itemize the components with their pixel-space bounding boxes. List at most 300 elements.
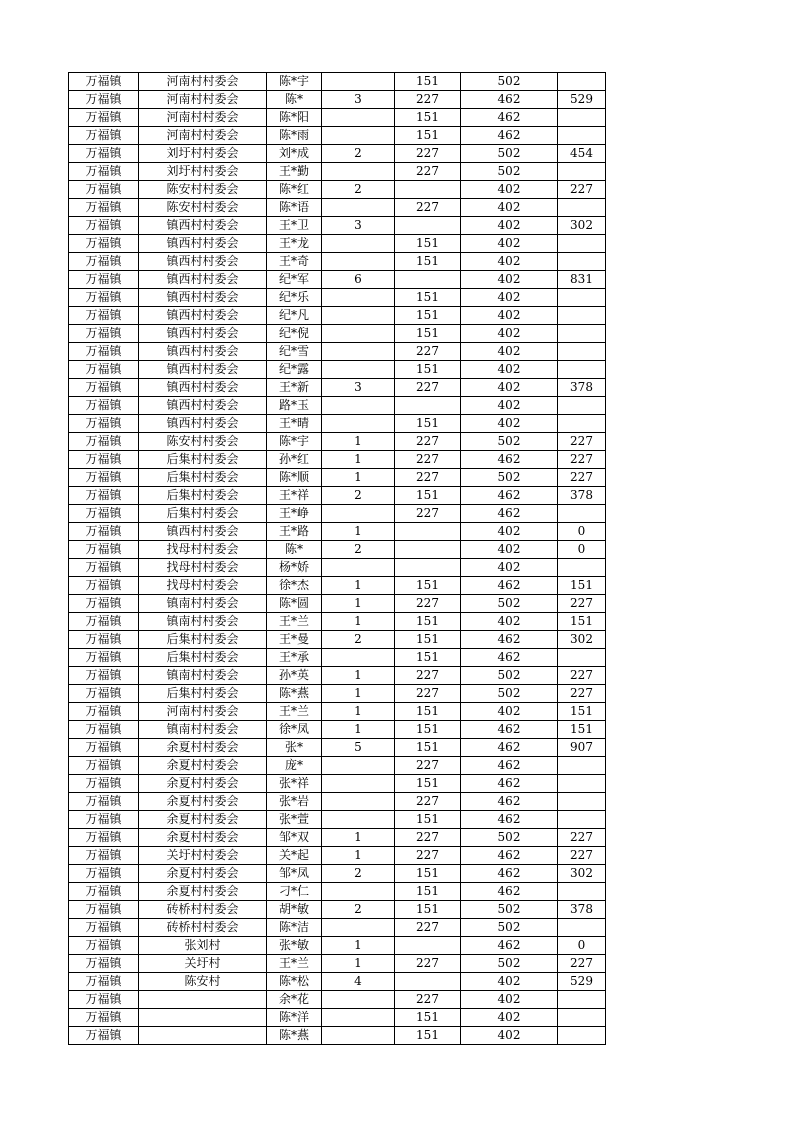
village-cell: 砖桥村村委会 [139,901,267,919]
table-row [69,937,606,955]
total-cell: 227 [558,847,606,865]
name-cell: 纪*乐 [267,289,322,307]
table-row [69,685,606,703]
value-a-cell: 227 [395,91,461,109]
town-cell: 万福镇 [69,775,139,793]
village-cell: 河南村村委会 [139,703,267,721]
count-cell: 1 [322,667,395,685]
value-b-cell: 502 [461,163,558,181]
town-cell: 万福镇 [69,991,139,1009]
name-cell: 陈*洁 [267,919,322,937]
table-row [69,703,606,721]
name-cell: 王*龙 [267,235,322,253]
value-b-cell: 402 [461,217,558,235]
total-cell [558,415,606,433]
village-cell: 镇西村村委会 [139,343,267,361]
town-cell: 万福镇 [69,523,139,541]
total-cell: 227 [558,955,606,973]
town-cell: 万福镇 [69,91,139,109]
count-cell [322,163,395,181]
table-row [69,829,606,847]
name-cell: 陈*松 [267,973,322,991]
town-cell: 万福镇 [69,253,139,271]
town-cell: 万福镇 [69,307,139,325]
name-cell: 纪*雪 [267,343,322,361]
table-row [69,73,606,91]
total-cell: 151 [558,703,606,721]
village-cell: 余夏村村委会 [139,793,267,811]
town-cell: 万福镇 [69,1027,139,1045]
name-cell: 陈*语 [267,199,322,217]
value-b-cell: 462 [461,739,558,757]
value-b-cell: 402 [461,307,558,325]
value-a-cell: 227 [395,757,461,775]
total-cell [558,109,606,127]
village-cell: 河南村村委会 [139,109,267,127]
village-cell: 镇西村村委会 [139,523,267,541]
town-cell: 万福镇 [69,73,139,91]
table-row [69,361,606,379]
total-cell: 831 [558,271,606,289]
value-b-cell: 502 [461,595,558,613]
name-cell: 陈*宇 [267,73,322,91]
count-cell: 1 [322,685,395,703]
village-cell: 陈安村村委会 [139,433,267,451]
total-cell [558,811,606,829]
name-cell: 王*承 [267,649,322,667]
value-b-cell: 462 [461,487,558,505]
value-a-cell: 151 [395,289,461,307]
total-cell [558,1009,606,1027]
name-cell: 邹*双 [267,829,322,847]
town-cell: 万福镇 [69,631,139,649]
value-a-cell [395,217,461,235]
village-cell: 余夏村村委会 [139,739,267,757]
value-a-cell: 227 [395,199,461,217]
value-a-cell: 151 [395,577,461,595]
town-cell: 万福镇 [69,847,139,865]
value-b-cell: 402 [461,199,558,217]
name-cell: 陈*燕 [267,685,322,703]
town-cell: 万福镇 [69,595,139,613]
village-cell: 刘圩村村委会 [139,145,267,163]
table-row [69,163,606,181]
name-cell: 陈*雨 [267,127,322,145]
value-a-cell: 151 [395,1009,461,1027]
total-cell [558,127,606,145]
village-cell: 刘圩村村委会 [139,163,267,181]
total-cell: 529 [558,91,606,109]
count-cell [322,991,395,1009]
table-row [69,271,606,289]
value-a-cell [395,271,461,289]
value-b-cell: 402 [461,397,558,415]
town-cell: 万福镇 [69,397,139,415]
value-a-cell: 151 [395,631,461,649]
total-cell: 0 [558,937,606,955]
total-cell [558,883,606,901]
village-cell: 镇南村村委会 [139,613,267,631]
total-cell: 529 [558,973,606,991]
town-cell: 万福镇 [69,613,139,631]
village-cell: 后集村村委会 [139,469,267,487]
table-row [69,145,606,163]
town-cell: 万福镇 [69,217,139,235]
name-cell: 王*祥 [267,487,322,505]
value-b-cell: 402 [461,361,558,379]
village-cell: 余夏村村委会 [139,757,267,775]
value-a-cell: 227 [395,451,461,469]
name-cell: 王*晴 [267,415,322,433]
total-cell: 0 [558,541,606,559]
name-cell: 杨*娇 [267,559,322,577]
value-a-cell [395,973,461,991]
name-cell: 王*卫 [267,217,322,235]
value-b-cell: 502 [461,667,558,685]
total-cell [558,73,606,91]
total-cell [558,253,606,271]
village-cell: 找母村村委会 [139,577,267,595]
value-b-cell: 462 [461,811,558,829]
value-b-cell: 462 [461,775,558,793]
value-a-cell: 151 [395,649,461,667]
total-cell: 378 [558,379,606,397]
total-cell: 151 [558,721,606,739]
town-cell: 万福镇 [69,451,139,469]
value-a-cell: 151 [395,703,461,721]
value-a-cell: 151 [395,307,461,325]
village-cell: 镇西村村委会 [139,289,267,307]
table-row [69,1009,606,1027]
table-row [69,901,606,919]
town-cell: 万福镇 [69,1009,139,1027]
total-cell [558,361,606,379]
town-cell: 万福镇 [69,181,139,199]
value-a-cell: 151 [395,865,461,883]
count-cell: 4 [322,973,395,991]
name-cell: 刘*成 [267,145,322,163]
village-cell: 关圩村 [139,955,267,973]
total-cell [558,793,606,811]
total-cell: 151 [558,577,606,595]
count-cell [322,343,395,361]
count-cell: 2 [322,145,395,163]
count-cell [322,559,395,577]
value-b-cell: 402 [461,235,558,253]
value-a-cell: 151 [395,109,461,127]
table-row [69,541,606,559]
table-row [69,613,606,631]
value-b-cell: 462 [461,505,558,523]
count-cell [322,757,395,775]
table-row [69,397,606,415]
town-cell: 万福镇 [69,667,139,685]
village-cell: 余夏村村委会 [139,883,267,901]
name-cell: 陈*圆 [267,595,322,613]
value-b-cell: 402 [461,991,558,1009]
count-cell: 1 [322,613,395,631]
value-a-cell: 227 [395,505,461,523]
count-cell [322,397,395,415]
table-row [69,559,606,577]
name-cell: 孙*红 [267,451,322,469]
value-b-cell: 402 [461,325,558,343]
town-cell: 万福镇 [69,739,139,757]
table-row [69,487,606,505]
value-b-cell: 402 [461,523,558,541]
value-b-cell: 502 [461,73,558,91]
name-cell: 王*奇 [267,253,322,271]
table-row [69,505,606,523]
value-a-cell: 151 [395,613,461,631]
town-cell: 万福镇 [69,415,139,433]
value-b-cell: 462 [461,883,558,901]
count-cell [322,109,395,127]
table-row [69,1027,606,1045]
value-b-cell: 402 [461,379,558,397]
count-cell [322,235,395,253]
value-a-cell: 151 [395,253,461,271]
value-a-cell: 151 [395,775,461,793]
value-a-cell [395,397,461,415]
count-cell: 5 [322,739,395,757]
count-cell: 2 [322,901,395,919]
total-cell [558,235,606,253]
total-cell: 907 [558,739,606,757]
name-cell: 纪*凡 [267,307,322,325]
table-row [69,91,606,109]
table-row [69,415,606,433]
count-cell [322,325,395,343]
value-a-cell: 227 [395,163,461,181]
count-cell [322,127,395,145]
count-cell: 1 [322,955,395,973]
table-row [69,793,606,811]
town-cell: 万福镇 [69,865,139,883]
village-cell: 后集村村委会 [139,487,267,505]
value-b-cell: 462 [461,649,558,667]
table-row [69,919,606,937]
value-a-cell: 227 [395,847,461,865]
value-a-cell: 227 [395,343,461,361]
village-cell [139,1009,267,1027]
table-row [69,343,606,361]
town-cell: 万福镇 [69,721,139,739]
total-cell: 378 [558,901,606,919]
table-row [69,451,606,469]
name-cell: 纪*倪 [267,325,322,343]
town-cell: 万福镇 [69,829,139,847]
town-cell: 万福镇 [69,325,139,343]
table-row [69,469,606,487]
total-cell [558,649,606,667]
total-cell [558,343,606,361]
table-row [69,199,606,217]
total-cell [558,307,606,325]
name-cell: 王*兰 [267,613,322,631]
village-cell: 后集村村委会 [139,649,267,667]
village-cell: 砖桥村村委会 [139,919,267,937]
town-cell: 万福镇 [69,379,139,397]
table-row [69,325,606,343]
count-cell: 1 [322,937,395,955]
town-cell: 万福镇 [69,235,139,253]
town-cell: 万福镇 [69,649,139,667]
table-row [69,631,606,649]
name-cell: 余*花 [267,991,322,1009]
count-cell: 3 [322,379,395,397]
village-cell: 镇西村村委会 [139,397,267,415]
count-cell: 1 [322,703,395,721]
table-row [69,307,606,325]
count-cell [322,73,395,91]
town-cell: 万福镇 [69,973,139,991]
name-cell: 张*岩 [267,793,322,811]
value-a-cell: 151 [395,487,461,505]
count-cell [322,811,395,829]
total-cell [558,397,606,415]
value-a-cell: 227 [395,595,461,613]
value-b-cell: 462 [461,865,558,883]
village-cell: 镇西村村委会 [139,415,267,433]
village-cell: 张刘村 [139,937,267,955]
value-b-cell: 462 [461,937,558,955]
name-cell: 陈* [267,91,322,109]
value-a-cell: 227 [395,829,461,847]
total-cell: 227 [558,685,606,703]
value-a-cell: 227 [395,433,461,451]
count-cell: 3 [322,217,395,235]
value-b-cell: 402 [461,973,558,991]
total-cell: 227 [558,181,606,199]
village-cell: 关圩村村委会 [139,847,267,865]
town-cell: 万福镇 [69,163,139,181]
name-cell: 陈*阳 [267,109,322,127]
total-cell [558,757,606,775]
value-b-cell: 462 [461,127,558,145]
count-cell [322,307,395,325]
name-cell: 徐*杰 [267,577,322,595]
value-a-cell: 151 [395,235,461,253]
village-cell: 镇西村村委会 [139,361,267,379]
table-row [69,595,606,613]
village-cell: 镇西村村委会 [139,217,267,235]
value-a-cell [395,937,461,955]
name-cell: 王*勤 [267,163,322,181]
value-b-cell: 402 [461,343,558,361]
town-cell: 万福镇 [69,361,139,379]
name-cell: 王*兰 [267,703,322,721]
value-b-cell: 402 [461,181,558,199]
table-row [69,739,606,757]
table-row [69,181,606,199]
count-cell: 2 [322,487,395,505]
total-cell: 227 [558,451,606,469]
town-cell: 万福镇 [69,289,139,307]
value-a-cell: 227 [395,685,461,703]
name-cell: 关*起 [267,847,322,865]
village-cell: 镇南村村委会 [139,595,267,613]
village-cell: 镇南村村委会 [139,667,267,685]
count-cell [322,775,395,793]
value-a-cell: 227 [395,667,461,685]
value-a-cell: 227 [395,469,461,487]
village-cell: 后集村村委会 [139,685,267,703]
spreadsheet-page [68,72,606,1045]
value-b-cell: 462 [461,109,558,127]
value-b-cell: 462 [461,91,558,109]
table-row [69,109,606,127]
total-cell [558,991,606,1009]
name-cell: 张*祥 [267,775,322,793]
value-a-cell: 151 [395,883,461,901]
count-cell [322,199,395,217]
table-row [69,847,606,865]
name-cell: 陈*顺 [267,469,322,487]
town-cell: 万福镇 [69,343,139,361]
value-b-cell: 402 [461,415,558,433]
name-cell: 王*曼 [267,631,322,649]
village-cell: 陈安村村委会 [139,181,267,199]
value-a-cell: 151 [395,1027,461,1045]
town-cell: 万福镇 [69,145,139,163]
value-b-cell: 502 [461,955,558,973]
town-cell: 万福镇 [69,955,139,973]
total-cell [558,919,606,937]
name-cell: 王*新 [267,379,322,397]
count-cell: 2 [322,181,395,199]
total-cell [558,1027,606,1045]
village-cell: 余夏村村委会 [139,811,267,829]
name-cell: 陈*红 [267,181,322,199]
value-b-cell: 402 [461,1027,558,1045]
village-cell: 找母村村委会 [139,541,267,559]
count-cell [322,649,395,667]
count-cell: 1 [322,577,395,595]
count-cell: 1 [322,721,395,739]
table-row [69,757,606,775]
table-row [69,865,606,883]
town-cell: 万福镇 [69,811,139,829]
town-cell: 万福镇 [69,937,139,955]
value-a-cell: 227 [395,955,461,973]
value-b-cell: 502 [461,829,558,847]
village-cell: 余夏村村委会 [139,775,267,793]
town-cell: 万福镇 [69,883,139,901]
count-cell: 1 [322,595,395,613]
village-cell: 河南村村委会 [139,127,267,145]
village-cell: 余夏村村委会 [139,865,267,883]
count-cell [322,505,395,523]
value-a-cell: 151 [395,721,461,739]
village-cell: 陈安村村委会 [139,199,267,217]
value-b-cell: 402 [461,289,558,307]
name-cell: 孙*英 [267,667,322,685]
total-cell: 227 [558,667,606,685]
village-cell: 后集村村委会 [139,505,267,523]
table-row [69,667,606,685]
town-cell: 万福镇 [69,433,139,451]
value-a-cell: 151 [395,811,461,829]
table-row [69,955,606,973]
value-b-cell: 402 [461,541,558,559]
value-b-cell: 462 [461,577,558,595]
name-cell: 邹*凤 [267,865,322,883]
count-cell: 1 [322,523,395,541]
value-a-cell: 151 [395,127,461,145]
total-cell: 454 [558,145,606,163]
table-row [69,217,606,235]
